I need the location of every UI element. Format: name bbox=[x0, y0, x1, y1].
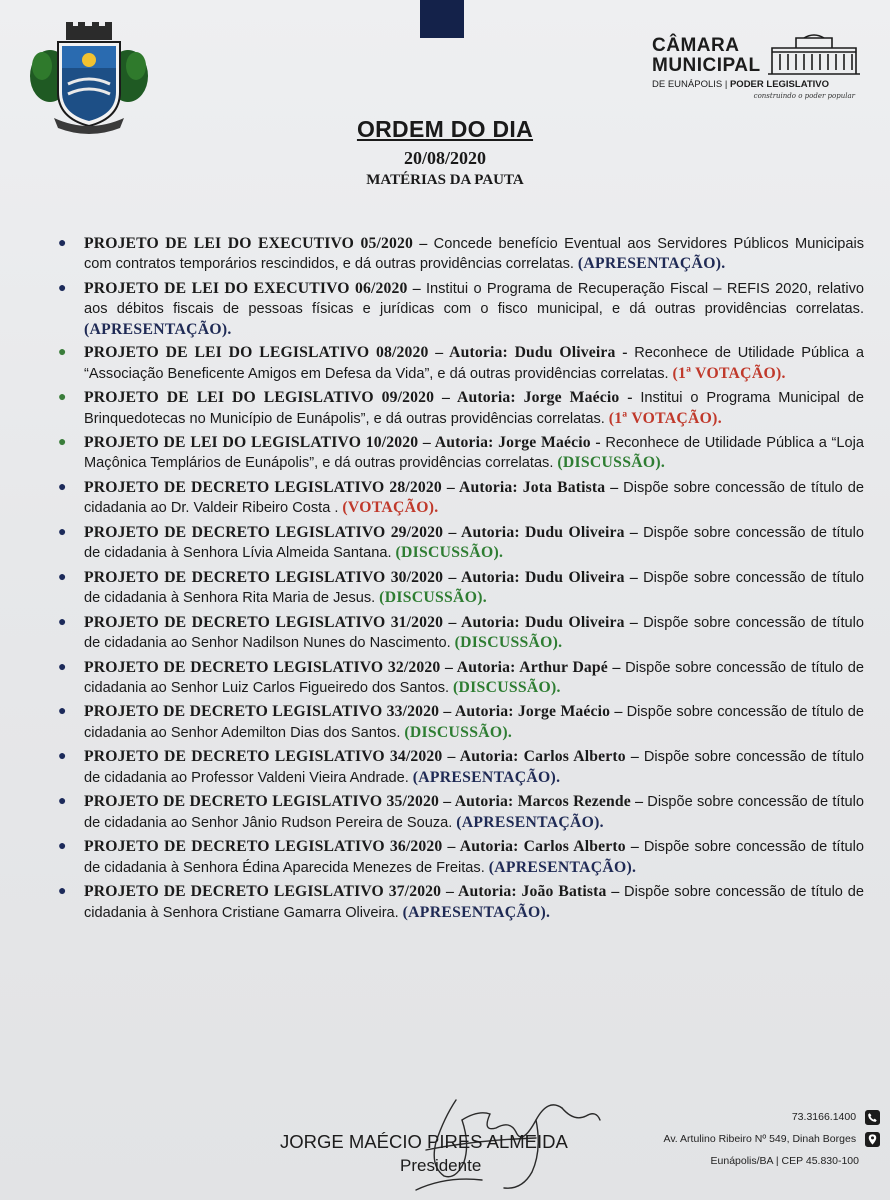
agenda-item bbox=[58, 478, 864, 519]
contact-phone: 73.3166.1400 bbox=[791, 1111, 857, 1124]
agenda-item-title: PROJETO DE DECRETO LEGISLATIVO 28/2020 – Autoria: Jota Batista – bbox=[84, 478, 619, 496]
agenda-item-title: PROJETO DE DECRETO LEGISLATIVO 31/2020 – Autoria: Dudu Oliveira – bbox=[84, 613, 638, 631]
agenda-item bbox=[58, 433, 864, 474]
agenda-item bbox=[58, 523, 864, 564]
contact-city: Eunápolis/BA | CEP 45.830-100 bbox=[710, 1155, 859, 1168]
bullet-icon: ● bbox=[58, 345, 67, 361]
agenda-item-title: PROJETO DE LEI DO LEGISLATIVO 09/2020 – Autoria: Jorge Maécio - bbox=[84, 389, 633, 407]
camara-municipal-logo bbox=[650, 34, 865, 108]
agenda-item-status: (DISCUSSÃO). bbox=[557, 454, 666, 472]
agenda-item-title: PROJETO DE DECRETO LEGISLATIVO 35/2020 – Autoria: Marcos Rezende – bbox=[84, 793, 644, 811]
agenda-item-status: (DISCUSSÃO). bbox=[404, 723, 513, 741]
agenda-item bbox=[58, 568, 864, 609]
agenda-item bbox=[58, 279, 864, 339]
agenda-item bbox=[58, 792, 864, 833]
agenda-item-description: Dispõe sobre concessão de título de cidadania ao Senhor Luiz Carlos Figueiredo dos Santos. bbox=[84, 659, 865, 696]
agenda-item bbox=[58, 388, 864, 429]
camara-power: PODER LEGISLATIVO bbox=[729, 79, 830, 90]
contact-address: Av. Artulino Ribeiro Nº 549, Dinah Borges bbox=[663, 1133, 857, 1146]
camara-logo-line1: CÂMARA bbox=[652, 35, 740, 56]
bullet-icon: ● bbox=[58, 659, 67, 675]
agenda-item bbox=[58, 747, 864, 788]
bullet-icon: ● bbox=[58, 839, 67, 855]
agenda-item-description: Dispõe sobre concessão de título de cidadania à Senhora Lívia Almeida Santana. bbox=[84, 524, 865, 562]
agenda-item-title: PROJETO DE DECRETO LEGISLATIVO 37/2020 – Autoria: João Batista – bbox=[84, 883, 620, 901]
agenda-item-status: (APRESENTAÇÃO). bbox=[456, 813, 604, 831]
agenda-item-description: Dispõe sobre concessão de título de cidadania ao Dr. Valdeir Ribeiro Costa . bbox=[84, 479, 864, 517]
bullet-icon: ● bbox=[58, 524, 67, 540]
agenda-item-title: PROJETO DE LEI DO LEGISLATIVO 08/2020 – Autoria: Dudu Oliveira - bbox=[84, 344, 628, 362]
camara-tagline: construindo o poder popular bbox=[753, 92, 855, 100]
agenda-item bbox=[58, 613, 864, 654]
signatory-role: Presidente bbox=[400, 1156, 482, 1175]
agenda-item bbox=[58, 343, 864, 384]
agenda-item-status: (APRESENTAÇÃO). bbox=[488, 858, 637, 876]
bullet-icon: ● bbox=[58, 704, 67, 720]
agenda-item-status: (DISCUSSÃO). bbox=[379, 589, 487, 607]
agenda-item-description: Dispõe sobre concessão de título de cidadania à Senhora Rita Maria de Jesus. bbox=[84, 569, 865, 607]
agenda-item-title: PROJETO DE LEI DO EXECUTIVO 05/2020 – bbox=[84, 235, 428, 252]
agenda-item-description: Dispõe sobre concessão de título de cidadania ao Senhor Ademilton Dias dos Santos. bbox=[84, 704, 864, 741]
contact-address-row bbox=[630, 1130, 880, 1148]
agenda-item-status: (1ª VOTAÇÃO). bbox=[672, 364, 786, 382]
agenda-item-status: (DISCUSSÃO). bbox=[454, 634, 563, 652]
agenda-item-description: Dispõe sobre concessão de título de cidadania à Senhora Cristiane Gamarra Oliveira. bbox=[84, 884, 864, 921]
bullet-icon: ● bbox=[58, 479, 67, 495]
agenda-item-status: (APRESENTAÇÃO). bbox=[412, 768, 561, 786]
contact-block bbox=[630, 1108, 880, 1174]
agenda-item-description: Reconhece de Utilidade Pública a “Loja Maçônica Templários de Eunápolis”, e dá outras providências correlatas. bbox=[84, 435, 864, 472]
agenda-item bbox=[58, 234, 864, 275]
agenda-item-description: Institui o Programa Municipal de Brinquedotecas no Município de Eunápolis”, e dá outras providências correlatas. bbox=[84, 390, 865, 427]
agenda-item-status: (APRESENTAÇÃO). bbox=[84, 320, 232, 338]
agenda-item-description: Dispõe sobre concessão de título de cidadania à Senhora Édina Aparecida Menezes de Freitas. bbox=[84, 839, 864, 876]
agenda-item-title: PROJETO DE DECRETO LEGISLATIVO 29/2020 – Autoria: Dudu Oliveira – bbox=[84, 523, 638, 541]
agenda-item-title: PROJETO DE DECRETO LEGISLATIVO 30/2020 – Autoria: Dudu Oliveira – bbox=[84, 568, 638, 586]
signatory-name: JORGE MAÉCIO PIRES ALMEIDA bbox=[280, 1131, 568, 1152]
agenda-item-status: (APRESENTAÇÃO). bbox=[402, 903, 551, 921]
agenda-item-status: (DISCUSSÃO). bbox=[395, 544, 504, 562]
bullet-icon: ● bbox=[58, 884, 67, 900]
location-pin-icon bbox=[865, 1132, 880, 1147]
bullet-icon: ● bbox=[58, 280, 67, 296]
bullet-icon: ● bbox=[58, 749, 67, 765]
agenda-item-description: Dispõe sobre concessão de título de cidadania ao Professor Valdeni Vieira Andrade. bbox=[84, 749, 864, 786]
camara-logo-subtitle bbox=[652, 79, 829, 90]
bullet-icon: ● bbox=[58, 435, 67, 451]
legislative-building-icon bbox=[766, 34, 862, 76]
agenda-item-title: PROJETO DE DECRETO LEGISLATIVO 36/2020 – Autoria: Carlos Alberto – bbox=[84, 838, 639, 856]
document-date: 20/08/2020 bbox=[403, 148, 486, 168]
agenda-item-title: PROJETO DE LEI DO LEGISLATIVO 10/2020 – Autoria: Jorge Maécio - bbox=[84, 434, 601, 452]
agenda-item-status: (APRESENTAÇÃO). bbox=[577, 255, 726, 273]
agenda-item-title: PROJETO DE DECRETO LEGISLATIVO 32/2020 – Autoria: Arthur Dapé – bbox=[84, 658, 621, 676]
camara-place: DE EUNÁPOLIS | bbox=[652, 79, 728, 90]
agenda-item bbox=[58, 837, 864, 878]
agenda-item-description: Dispõe sobre concessão de título de cidadania ao Senhor Jânio Rudson Pereira de Souza. bbox=[84, 794, 864, 831]
agenda-item-description: Concede benefício Eventual aos Servidores Públicos Municipais com contratos temporários rescindidos, e dá outras providências correlatas. bbox=[84, 236, 864, 273]
agenda-item-description: Reconhece de Utilidade Pública a “Associação Beneficente Amigos em Defesa da Vida”, e dá outras providências correlatas. bbox=[84, 345, 864, 382]
document-subtitle: MATÉRIAS DA PAUTA bbox=[366, 172, 524, 188]
binder-tab bbox=[420, 0, 464, 38]
agenda-item-title: PROJETO DE LEI DO EXECUTIVO 06/2020 – bbox=[84, 279, 421, 297]
camara-logo-line2: MUNICIPAL bbox=[652, 55, 761, 76]
agenda-item bbox=[58, 702, 864, 743]
agenda-list bbox=[58, 234, 864, 927]
agenda-item-title: PROJETO DE DECRETO LEGISLATIVO 33/2020 – Autoria: Jorge Maécio – bbox=[84, 703, 623, 721]
bullet-icon: ● bbox=[58, 390, 67, 406]
document-title: ORDEM DO DIA bbox=[356, 116, 534, 142]
agenda-item bbox=[58, 658, 864, 699]
agenda-item-description: Institui o Programa de Recuperação Fiscal – REFIS 2020, relativo aos débitos fiscais de pessoas físicas e jurídicas com o fisco municipal, e dá outras providências correlatas. bbox=[84, 280, 864, 318]
agenda-item-status: (DISCUSSÃO). bbox=[453, 678, 561, 696]
bullet-icon: ● bbox=[58, 794, 67, 810]
agenda-item-description: Dispõe sobre concessão de título de cidadania ao Senhor Nadilson Nunes do Nascimento. bbox=[84, 614, 865, 652]
bullet-icon: ● bbox=[58, 614, 67, 630]
contact-phone-row bbox=[630, 1108, 880, 1126]
agenda-item-status: (VOTAÇÃO). bbox=[342, 499, 439, 517]
bullet-icon: ● bbox=[58, 569, 67, 585]
phone-icon bbox=[865, 1110, 880, 1125]
agenda-item bbox=[58, 882, 864, 923]
bullet-icon: ● bbox=[58, 236, 67, 251]
agenda-item-title: PROJETO DE DECRETO LEGISLATIVO 34/2020 – Autoria: Carlos Alberto – bbox=[84, 748, 639, 766]
contact-city-row bbox=[630, 1152, 880, 1170]
agenda-item-status: (1ª VOTAÇÃO). bbox=[608, 409, 722, 427]
